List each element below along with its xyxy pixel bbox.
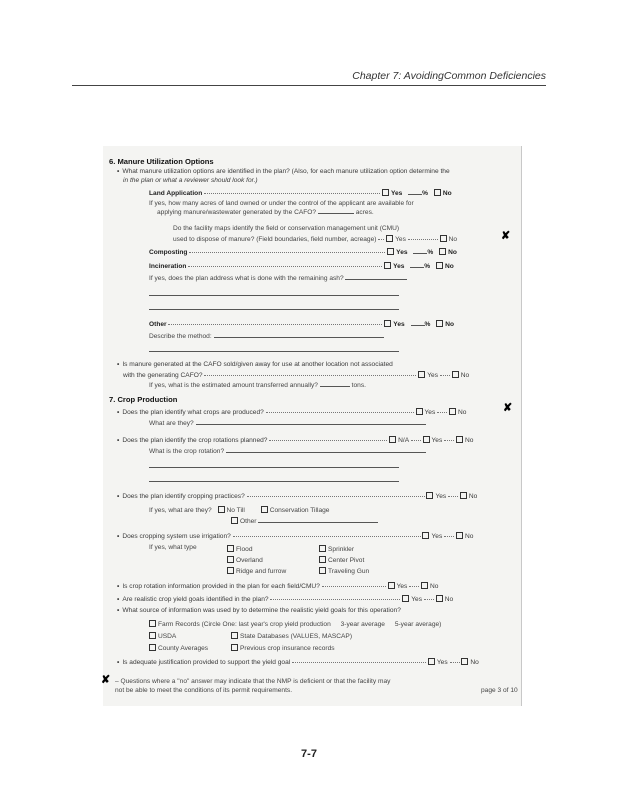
answer-line: [149, 478, 399, 485]
s6-question-1: • What manure utilization options are identified in the plan? (Also, for each manure utilization option determine the: [117, 168, 450, 175]
practice-other: Other: [231, 517, 378, 526]
crops-what: What are they?: [149, 421, 426, 428]
s7-question-6: • Are realistic crop yield goals identified in the plan? Yes No: [117, 596, 454, 603]
transferred-amount: If yes, what is the estimated amount transferred annually? tons.: [149, 382, 366, 389]
deficiency-x-mark: ✘: [503, 402, 513, 414]
source-crop-insurance: Previous crop insurance records: [231, 644, 335, 653]
irrigation-traveling-gun: Traveling Gun: [319, 567, 369, 576]
s7-question-3: • Does the plan identify cropping practices? Yes No: [117, 493, 478, 500]
s6-question-2: • Is manure generated at the CAFO sold/given away for use at another location not associated: [117, 361, 393, 368]
source-state-db: State Databases (VALUES, MASCAP): [231, 632, 352, 641]
other-row: Other Yes % No: [149, 321, 455, 328]
irrigation-sprinkler: Sprinkler: [319, 545, 354, 554]
s7-question-2: • Does the plan identify the crop rotations planned? N/A Yes No: [117, 437, 474, 444]
s6-question-2-cont: with the generating CAFO? Yes No: [123, 372, 470, 379]
s7-question-4: • Does cropping system use irrigation? Yes No: [117, 533, 474, 540]
answer-line: [149, 292, 399, 299]
irrigation-overland: Overland: [227, 556, 263, 565]
incineration-row: Incineration Yes % No: [149, 263, 454, 270]
s7-question-7: • What source of information was used by to determine the realistic yield goals for this operation?: [117, 607, 401, 614]
page-number: 7-7: [301, 748, 317, 760]
answer-line: [149, 348, 399, 355]
land-application-row: Land Application Yes % No: [149, 190, 452, 197]
source-farm-records: Farm Records (Circle One: last year's crop yield production 3-year average 5-year average): [149, 620, 441, 629]
irrigation-flood: Flood: [227, 545, 253, 554]
chapter-header: Chapter 7: AvoidingCommon Deficiencies: [352, 70, 546, 82]
s7-question-5: • Is crop rotation information provided in the plan for each field/CMU? Yes No: [117, 583, 439, 590]
s6-question-1-cont: in the plan or what a reviewer should look for.): [123, 177, 258, 184]
composting-row: Composting Yes % No: [149, 249, 457, 256]
answer-line: [149, 306, 399, 313]
cmu-line-1: Do the facility maps identify the field or conservation management unit (CMU): [173, 225, 400, 232]
section-6-title: 6. Manure Utilization Options: [109, 157, 214, 166]
source-usda: USDA: [149, 632, 176, 641]
section-7-title: 7. Crop Production: [109, 395, 178, 404]
irrigation-ridge-furrow: Ridge and furrow: [227, 567, 286, 576]
scanned-form-image: [103, 146, 522, 706]
irrigation-type-label: If yes, what type: [149, 544, 197, 551]
cmu-line-2: used to dispose of manure? (Field boundaries, field number, acreage) Yes No: [173, 236, 458, 243]
footnote-line-1: – Questions where a "no" answer may indicate that the NMP is deficient or that the facility may: [115, 678, 391, 685]
cropping-practices: If yes, what are they? No Till Conservation Tillage: [149, 507, 330, 514]
source-county-avg: County Averages: [149, 644, 208, 653]
ash-question: If yes, does the plan address what is done with the remaining ash?: [149, 276, 407, 283]
header-rule: [72, 85, 546, 86]
la-sub-2: applying manure/wastewater generated by the CAFO? acres.: [157, 209, 374, 216]
deficiency-x-mark: ✘: [501, 230, 511, 242]
la-sub-1: If yes, how many acres of land owned or under the control of the applicant are available for: [149, 200, 414, 207]
answer-line: [149, 464, 399, 471]
crop-rotation: What is the crop rotation?: [149, 449, 426, 456]
s7-question-8: • Is adequate justification provided to support the yield goal Yes No: [117, 659, 479, 666]
describe-method: Describe the method:: [149, 334, 384, 341]
legend-x-mark: ✘: [101, 674, 111, 686]
s7-question-1: • Does the plan identify what crops are produced? Yes No: [117, 409, 467, 416]
form-page-ref: page 3 of 10: [481, 687, 518, 694]
irrigation-center-pivot: Center Pivot: [319, 556, 364, 565]
footnote-line-2: not be able to meet the conditions of its permit requirements.: [115, 687, 293, 694]
